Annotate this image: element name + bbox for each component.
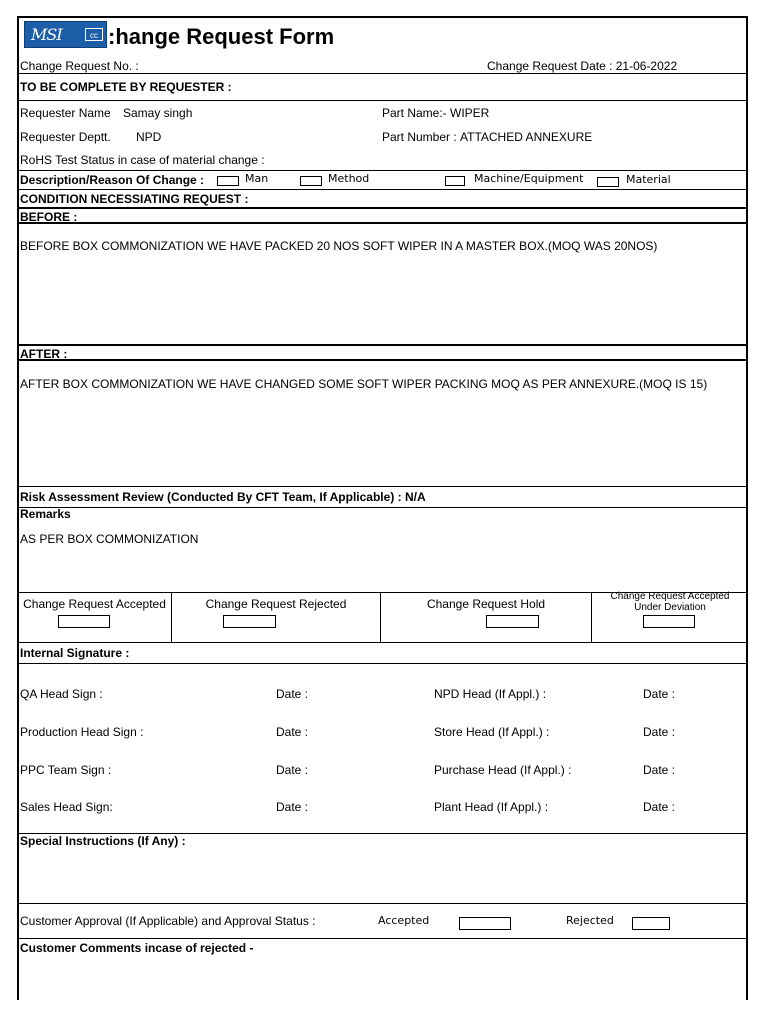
decision-hold-checkbox[interactable] <box>486 615 539 628</box>
npd-head-sign-label: NPD Head (If Appl.) : <box>434 687 547 701</box>
customer-rejected-checkbox[interactable] <box>632 917 670 930</box>
request-no-label: Change Request No. : <box>20 59 139 73</box>
purchase-head-sign-label: Purchase Head (If Appl.) : <box>434 763 572 777</box>
requester-name-label: Requester Name <box>20 106 111 120</box>
divider <box>17 663 748 664</box>
decision-rejected-checkbox[interactable] <box>223 615 276 628</box>
after-label: AFTER : <box>20 347 68 361</box>
risk-assessment-label: Risk Assessment Review (Conducted By CFT Team, If Applicable) : N/A <box>20 490 426 504</box>
customer-rejected-label: Rejected <box>566 914 614 927</box>
divider <box>17 222 748 224</box>
decision-rejected-label: Change Request Rejected <box>205 597 347 611</box>
divider <box>17 359 748 361</box>
divider <box>17 100 748 101</box>
divider <box>17 189 748 190</box>
remarks-text[interactable]: AS PER BOX COMMONIZATION <box>20 532 199 546</box>
rohs-label: RoHS Test Status in case of material change : <box>20 153 265 167</box>
part-name-label: Part Name:- WIPER <box>382 106 490 120</box>
part-number-label: Part Number : <box>382 130 457 144</box>
divider <box>17 486 748 487</box>
divider <box>17 938 748 939</box>
requester-name-value[interactable]: Samay singh <box>123 106 193 120</box>
reason-method-checkbox[interactable] <box>300 176 322 186</box>
before-label: BEFORE : <box>20 210 78 224</box>
purchase-head-date-label: Date : <box>643 763 676 777</box>
special-instructions-label: Special Instructions (If Any) : <box>20 834 186 848</box>
requester-dept-value[interactable]: NPD <box>136 130 162 144</box>
after-text[interactable]: AFTER BOX COMMONIZATION WE HAVE CHANGED SOME SOFT WIPER PACKING MOQ AS PER ANNEXURE.(MOQ IS 15) <box>20 377 708 391</box>
decision-deviation-label-1: Change Request Accepted <box>610 591 730 602</box>
customer-accepted-checkbox[interactable] <box>459 917 511 930</box>
decision-deviation-label-2: Under Deviation <box>634 602 706 613</box>
reason-material-label: Material <box>626 173 671 186</box>
decision-accepted-label: Change Request Accepted <box>23 597 166 611</box>
customer-comments-label: Customer Comments incase of rejected - <box>20 941 254 955</box>
qa-head-date-label: Date : <box>276 687 309 701</box>
company-logo <box>24 21 107 48</box>
divider <box>17 207 748 209</box>
divider <box>17 642 748 643</box>
decision-hold-label: Change Request Hold <box>426 597 546 611</box>
plant-head-sign-label: Plant Head (If Appl.) : <box>434 800 549 814</box>
request-date-label: Change Request Date : 21-06-2022 <box>487 59 678 73</box>
decision-accepted-checkbox[interactable] <box>58 615 110 628</box>
store-head-date-label: Date : <box>643 725 676 739</box>
ppc-team-date-label: Date : <box>276 763 309 777</box>
store-head-sign-label: Store Head (If Appl.) : <box>434 725 550 739</box>
reason-method-label: Method <box>328 172 370 185</box>
remarks-label: Remarks <box>20 507 71 521</box>
part-number-value[interactable]: ATTACHED ANNEXURE <box>460 130 593 144</box>
logo-sub: cc <box>85 28 103 41</box>
requester-section-title: TO BE COMPLETE BY REQUESTER : <box>20 80 232 94</box>
requester-dept-label: Requester Deptt. <box>20 130 111 144</box>
sales-head-date-label: Date : <box>276 800 309 814</box>
sales-head-sign-label: Sales Head Sign: <box>20 800 113 814</box>
production-head-sign-label: Production Head Sign : <box>20 725 144 739</box>
divider <box>17 507 748 508</box>
reason-machine-label: Machine/Equipment <box>474 172 584 185</box>
npd-head-date-label: Date : <box>643 687 676 701</box>
reason-machine-checkbox[interactable] <box>445 176 465 186</box>
decision-deviation-checkbox[interactable] <box>643 615 695 628</box>
customer-accepted-label: Accepted <box>378 914 430 927</box>
reason-material-checkbox[interactable] <box>597 177 619 187</box>
form-title: :hange Request Form <box>108 24 335 49</box>
condition-title: CONDITION NECESSIATING REQUEST : <box>20 192 249 206</box>
plant-head-date-label: Date : <box>643 800 676 814</box>
internal-signature-title: Internal Signature : <box>20 646 130 660</box>
qa-head-sign-label: QA Head Sign : <box>20 687 103 701</box>
production-head-date-label: Date : <box>276 725 309 739</box>
divider <box>17 73 748 74</box>
divider <box>17 903 748 904</box>
logo-text: MSI <box>31 25 62 44</box>
reason-label: Description/Reason Of Change : <box>20 173 205 187</box>
divider <box>17 344 748 346</box>
divider <box>17 170 748 171</box>
ppc-team-sign-label: PPC Team Sign : <box>20 763 112 777</box>
reason-man-checkbox[interactable] <box>217 176 239 186</box>
customer-approval-label: Customer Approval (If Applicable) and Approval Status : <box>20 914 316 928</box>
reason-man-label: Man <box>245 172 269 185</box>
before-text[interactable]: BEFORE BOX COMMONIZATION WE HAVE PACKED 20 NOS SOFT WIPER IN A MASTER BOX.(MOQ WAS 20NOS) <box>20 239 658 253</box>
